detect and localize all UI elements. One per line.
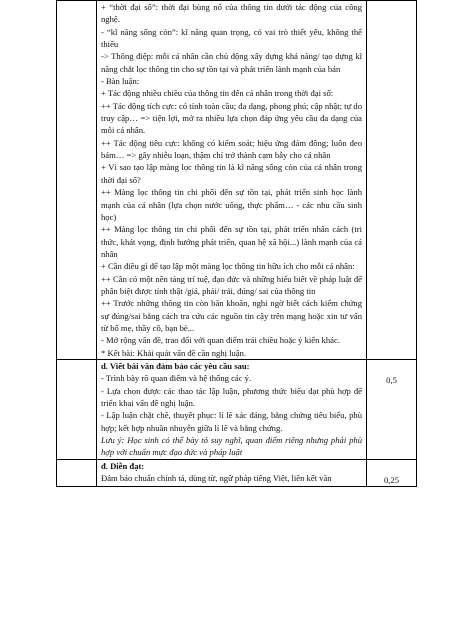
section-dd-heading: đ. Diễn đạt:: [101, 460, 145, 471]
section-d-note: Lưu ý: Học sinh có thể bày tỏ suy nghĩ, quan điểm riêng nhưng phải phù hợp với chuẩn mực đạo đức và pháp luật: [101, 435, 362, 458]
paragraph: + “thời đại số”: thời đại bùng nổ của thông tin dưới tác động của công nghệ.: [101, 2, 362, 25]
paragraph: ++ Màng lọc thông tin chi phối đến sự tồn tại, phát triển sinh học lành mạnh của cá nhân (lựa chọn nước uống, thực phẩm… - các nhu cầu sinh học): [101, 187, 362, 222]
empty-cell: [57, 359, 97, 459]
paragraph: ++ Tác động tích cực: có tính toàn cầu; đa dạng, phong phú; cập nhật; tự do truy cập… => tiện lợi, mở ra nhiều lựa chọn đáp ứng yêu cầu đa dạng của mỗi cá nhân.: [101, 100, 362, 136]
table-row-section-d: [57, 359, 417, 459]
section-c-content: [97, 1, 366, 359]
content-cell: [97, 459, 367, 486]
section-dd-score: 0,25: [383, 474, 400, 485]
paragraph: -> Thông điệp: mỗi cá nhân cần chủ động xây dựng khả năng/ tạo dựng kĩ năng chắt lọc thông tin cho sự tồn tại và phát triển lành mạnh của bản: [101, 51, 362, 74]
score-cell: [367, 459, 417, 486]
paragraph: - Bàn luận:: [101, 76, 140, 87]
list-item: - Lựa chọn được các thao tác lập luận, phương thức biểu đạt phù hợp để triển khai vấn đề nghị luận.: [101, 385, 362, 408]
paragraph: + Vì sao tạo lập màng lọc thông tin là kĩ năng sống còn của cá nhân trong thời đại số?: [101, 162, 362, 185]
score-cell: [367, 359, 417, 459]
section-dd-text: Đảm bảo chuẩn chính tả, dùng từ, ngữ pháp tiếng Việt, liên kết văn: [101, 473, 332, 484]
list-item: - Lập luận chặt chẽ, thuyết phục: lí lẽ xác đáng, bằng chứng tiêu biểu, phù hợp; kết hợp nhuần nhuyễn giữa lí lẽ và bằng chứng.: [101, 410, 362, 433]
section-d-heading: d. Viết bài văn đảm bảo các yêu cầu sau:: [101, 360, 250, 371]
paragraph: + Cần điều gì để tạo lập một màng lọc thông tin hữu ích cho mỗi cá nhân:: [101, 261, 355, 272]
paragraph: - Mở rộng vấn đề, trao đổi với quan điểm trái chiều hoặc ý kiến khác.: [101, 335, 340, 346]
content-cell: [97, 1, 367, 360]
empty-cell: [57, 1, 97, 360]
section-d-score: 0,5: [386, 374, 397, 385]
content-cell: [97, 359, 367, 459]
paragraph: + Tác động nhiều chiều của thông tin đến cá nhân trong thời đại số:: [101, 88, 334, 99]
paragraph: * Kết bài: Khái quát vấn đề cần nghị luận.: [101, 347, 247, 358]
list-item: - Trình bày rõ quan điểm và hệ thống các ý.: [101, 373, 252, 384]
empty-cell: [57, 459, 97, 486]
scoring-table: [56, 0, 417, 487]
score-cell: [367, 1, 417, 360]
table-row-section-c: [57, 1, 417, 360]
paragraph: ++ Tác động tiêu cực: không có kiểm soát; hiệu ứng đám đông; luôn đeo bám… => gây nhiễu loạn, thậm chí trở thành cạm bẫy cho cá nhân: [101, 137, 362, 161]
paragraph: - “kĩ năng sống còn”: kĩ năng quan trọng, có vai trò thiết yếu, không thể thiếu: [101, 26, 362, 50]
paragraph: ++ Màng lọc thông tin chi phối đến sự tồn tại, phát triển nhân cách (tri thức, khát vọng, định hướng phát triển, quan hệ xã hội...) lành mạnh của cá nhân: [101, 224, 362, 259]
paragraph: ++ Trước những thông tin còn băn khoăn, nghi ngờ biết cách kiểm chứng sự đúng/sai bằng cách tra cứu các nguồn tin cậy trên mạng hoặc xin tư vấn từ bố mẹ, thầy cô, bạn bè...: [101, 298, 362, 333]
paragraph: ++ Cần có một nền tảng trí tuệ, đạo đức và những hiểu biết về pháp luật để phân biệt được tính thật /giả, phải/ trái, đúng/ sai của thông tin: [101, 273, 362, 296]
table-row-section-dd: [57, 459, 417, 486]
